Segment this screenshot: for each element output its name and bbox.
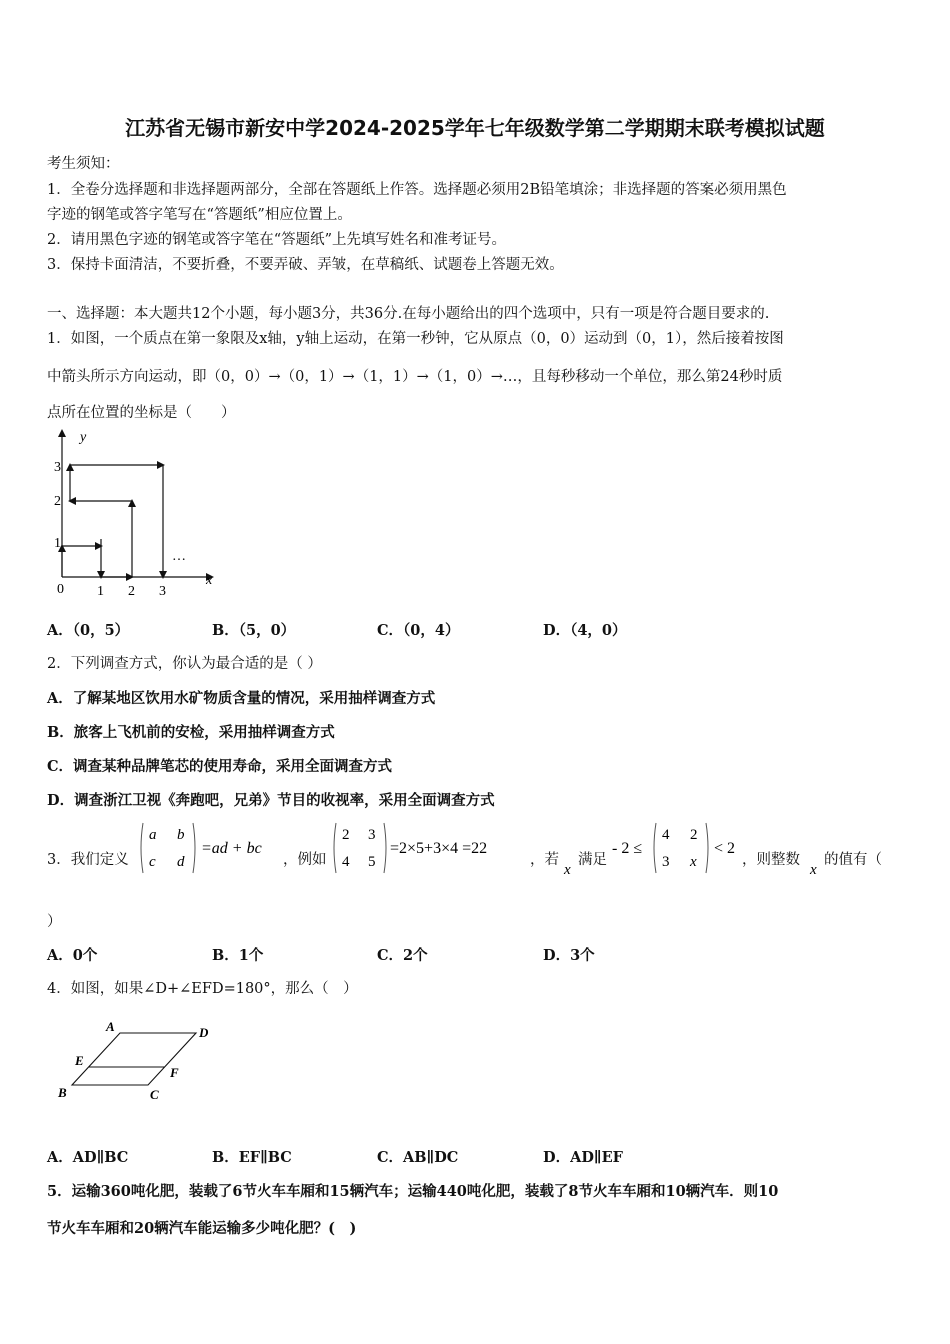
label-e: E (75, 1053, 84, 1068)
label-f: F (170, 1065, 179, 1080)
x-tick-3: 3 (159, 584, 166, 599)
q3-inequality-determinant (610, 820, 750, 876)
q3-option-a[interactable]: A．0个 (47, 947, 98, 964)
q3-var-x (562, 852, 576, 878)
q1-option-d[interactable]: D．（4，0） (543, 622, 627, 639)
notice-item-2: 2．请用黑色字迹的钢笔或答字笔在“答题纸”上先填写姓名和准考证号。 (47, 232, 507, 248)
q1-option-a[interactable]: A．（0，5） (47, 622, 130, 639)
ellipsis: … (172, 549, 186, 564)
q3-part3: ，若 (530, 852, 559, 868)
q1-line-3: 点所在位置的坐标是（ ） (47, 405, 236, 421)
svg-text:2: 2 (342, 827, 350, 843)
x-axis-label: x (206, 573, 213, 588)
notice-item-3: 3．保持卡面清洁，不要折叠，不要弄破、弄皱，在草稿纸、试题卷上答题无效。 (47, 257, 564, 273)
q5-line-2: 节火车车厢和20辆汽车能运输多少吨化肥？( ) (47, 1220, 357, 1237)
svg-text:x: x (810, 862, 817, 878)
svg-text:< 2: < 2 (714, 840, 736, 857)
q2-option-a[interactable]: A．了解某地区饮用水矿物质含量的情况，采用抽样调查方式 (47, 690, 436, 707)
y-tick-2: 2 (54, 494, 61, 509)
q4-option-c[interactable]: C．AB∥DC (377, 1149, 459, 1166)
q1-line-2: 中箭头所示方向运动，即（0，0）→（0，1）→（1，1）→（1，0）→…，且每秒移动一个单位，那么第24秒时质 (47, 369, 783, 385)
q3-part6: 的值有（ (824, 852, 882, 868)
q4-option-a[interactable]: A．AD∥BC (47, 1149, 129, 1166)
svg-text:4: 4 (342, 854, 350, 870)
svg-text:x: x (564, 862, 571, 878)
q1-option-c[interactable]: C．（0，4） (377, 622, 460, 639)
label-c: C (150, 1087, 159, 1102)
y-tick-1: 1 (54, 536, 61, 551)
q5-line-1: 5．运输360吨化肥，装载了6节火车车厢和15辆汽车；运输440吨化肥，装载了8节火车车厢和10辆汽车．则10 (47, 1183, 779, 1200)
q4-option-b[interactable]: B．EF∥BC (212, 1149, 292, 1166)
q3-close: ） (47, 914, 62, 930)
section-heading: 一、选择题：本大题共12个小题，每小题3分，共36分.在每小题给出的四个选项中，只有一项是符合题目要求的. (47, 306, 770, 322)
q3-part4: 满足 (578, 852, 607, 868)
q3-part1: 3．我们定义 (47, 852, 129, 868)
q3-definition-determinant (137, 820, 282, 876)
q1-figure (40, 425, 230, 605)
svg-text:d: d (177, 854, 185, 870)
q3-option-c[interactable]: C．2个 (377, 947, 428, 964)
q3-part5: ，则整数 (742, 852, 800, 868)
notice-heading: 考生须知： (47, 156, 120, 172)
svg-text:b: b (177, 827, 185, 843)
svg-text:c: c (149, 854, 156, 870)
notice-item-1: 1．全卷分选择题和非选择题两部分，全部在答题纸上作答。选择题必须用2B铅笔填涂；非选择题的答案必须用黑色 (47, 182, 787, 198)
svg-text:=ad + bc: =ad + bc (201, 840, 262, 857)
svg-text:x: x (690, 854, 697, 870)
q2-option-d[interactable]: D．调查浙江卫视《奔跑吧，兄弟》节目的收视率，采用全面调查方式 (47, 792, 495, 809)
origin-label: 0 (57, 582, 64, 597)
q2-stem: 2．下列调查方式，你认为最合适的是（ ） (47, 656, 322, 672)
q3-var-x-2 (808, 852, 822, 878)
q2-option-b[interactable]: B．旅客上飞机前的安检，采用抽样调查方式 (47, 724, 335, 741)
q4-stem: 4．如图，如果∠D+∠EFD=180°，那么（ ） (47, 981, 358, 997)
svg-text:- 2 ≤: - 2 ≤ (612, 840, 643, 857)
notice-item-1-cont: 字迹的钢笔或答字笔写在“答题纸”相应位置上。 (47, 207, 352, 223)
q1-option-b[interactable]: B．（5，0） (212, 622, 296, 639)
page-title: 江苏省无锡市新安中学2024-2025学年七年级数学第二学期期末联考模拟试题 (125, 116, 825, 140)
y-tick-3: 3 (54, 460, 61, 475)
svg-text:5: 5 (368, 854, 376, 870)
q3-option-b[interactable]: B．1个 (212, 947, 264, 964)
svg-text:3: 3 (662, 854, 670, 870)
label-a: A (106, 1019, 115, 1034)
svg-text:4: 4 (662, 827, 670, 843)
q3-option-d[interactable]: D．3个 (543, 947, 595, 964)
q3-example-determinant (330, 820, 530, 876)
svg-text:3: 3 (368, 827, 376, 843)
label-d: D (199, 1025, 209, 1040)
x-tick-1: 1 (97, 584, 104, 599)
q4-figure (50, 1015, 230, 1105)
svg-text:=2×5+3×4 =22: =2×5+3×4 =22 (390, 840, 488, 857)
q4-option-d[interactable]: D．AD∥EF (543, 1149, 623, 1166)
q1-line-1: 1．如图，一个质点在第一象限及x轴，y轴上运动，在第一秒钟，它从原点（0，0）运动到（0，1），然后接着按图 (47, 331, 784, 347)
svg-text:a: a (149, 827, 157, 843)
svg-text:2: 2 (690, 827, 698, 843)
x-tick-2: 2 (128, 584, 135, 599)
label-b: B (58, 1085, 67, 1100)
y-axis-label: y (80, 430, 87, 445)
q2-option-c[interactable]: C．调查某种品牌笔芯的使用寿命，采用全面调查方式 (47, 758, 393, 775)
q3-part2: ，例如 (283, 852, 327, 868)
